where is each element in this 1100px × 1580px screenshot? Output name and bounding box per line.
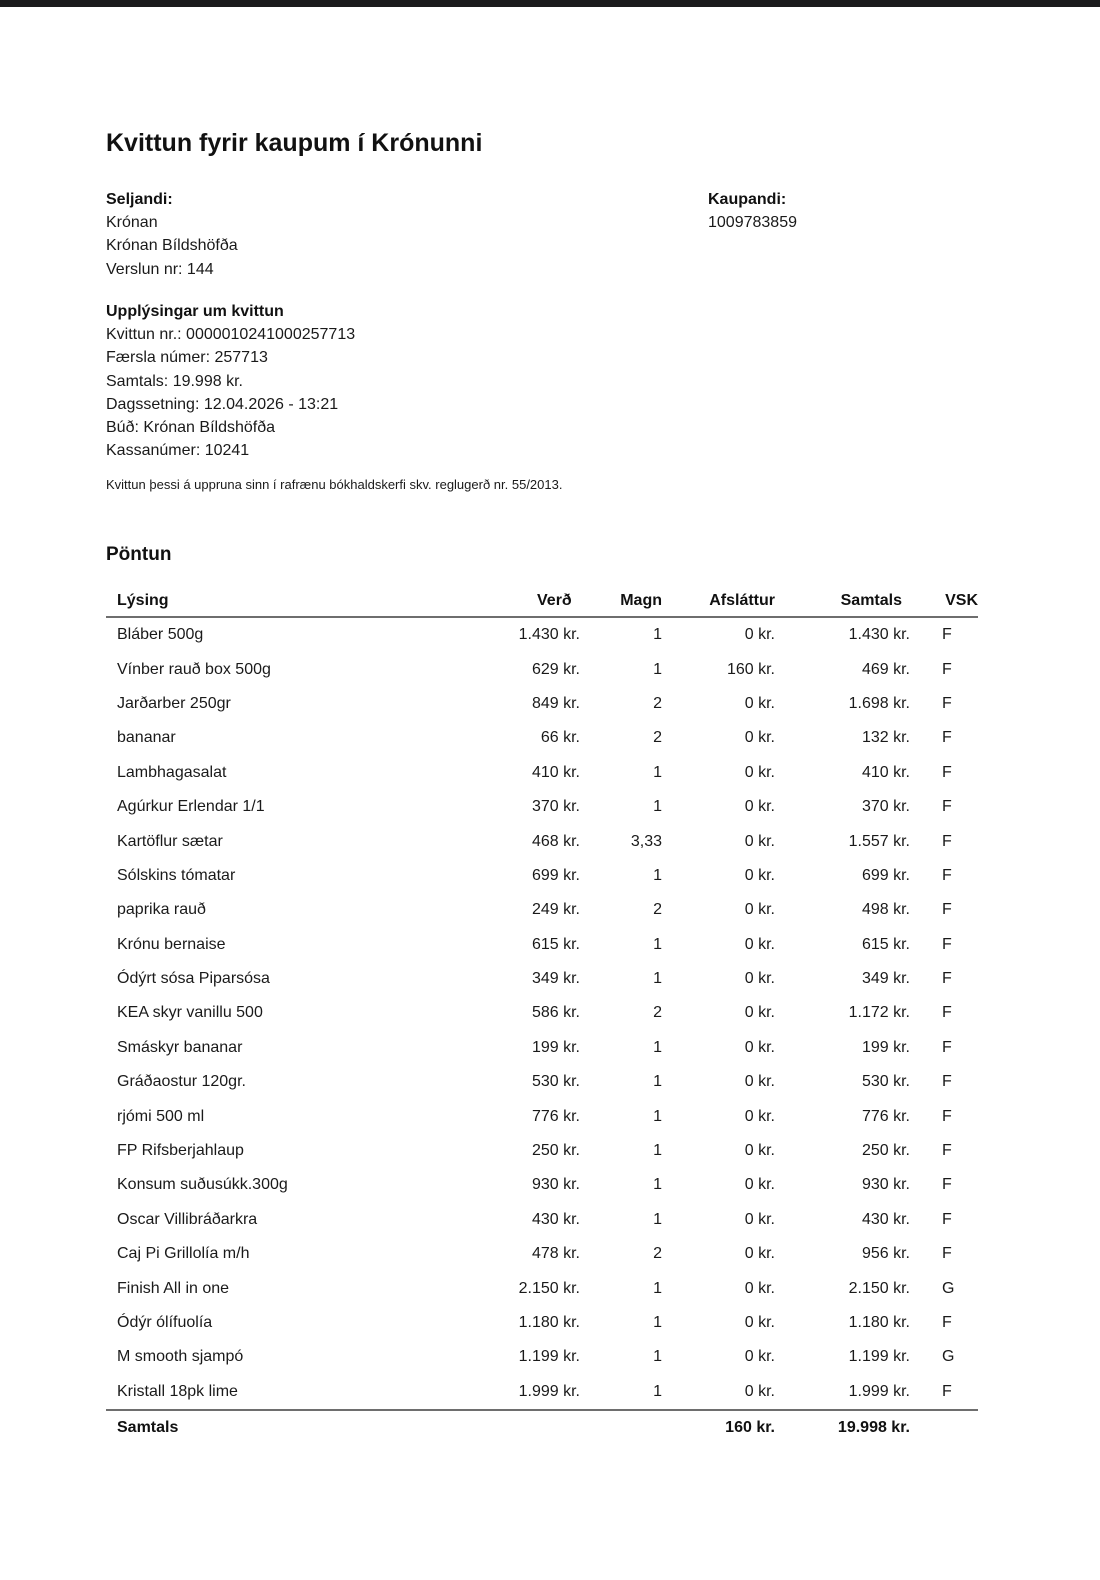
table-row (106, 1065, 978, 1099)
table-header-row (106, 586, 978, 617)
item-vat: F (942, 832, 952, 850)
item-discount: 0 kr. (744, 763, 775, 781)
item-quantity: 1 (653, 763, 662, 781)
table-row (106, 1237, 978, 1271)
item-discount: 0 kr. (744, 1279, 775, 1297)
buyer-block (708, 188, 797, 234)
table-row (106, 1203, 978, 1237)
item-vat: F (942, 1142, 952, 1160)
item-total: 199 kr. (861, 1038, 910, 1056)
item-price: 468 kr. (531, 832, 580, 850)
item-vat: F (942, 798, 952, 816)
item-total: 430 kr. (861, 1210, 910, 1228)
table-row (106, 1168, 978, 1202)
item-vat: F (942, 1382, 952, 1400)
item-description: paprika rauð (117, 901, 206, 919)
table-row (106, 756, 978, 790)
item-quantity: 1 (653, 1073, 662, 1091)
column-header-quantity: Magn (580, 586, 662, 617)
item-price: 586 kr. (531, 1004, 580, 1022)
item-total: 776 kr. (861, 1107, 910, 1125)
buyer-id: 1009783859 (708, 214, 797, 232)
seller-heading: Seljandi: (106, 191, 173, 208)
item-discount: 0 kr. (744, 1210, 775, 1228)
table-row (106, 1134, 978, 1168)
table-row (106, 1031, 978, 1065)
item-quantity: 2 (653, 901, 662, 919)
total-quantity-empty (580, 1410, 662, 1445)
seller-store-number: Verslun nr: 144 (106, 260, 214, 278)
item-price: 776 kr. (531, 1107, 580, 1125)
item-vat: F (942, 866, 952, 884)
table-row (106, 824, 978, 858)
column-header-discount: Afsláttur (662, 586, 775, 617)
item-price: 199 kr. (531, 1038, 580, 1056)
transaction-number: Færsla númer: 257713 (106, 349, 268, 367)
item-discount: 0 kr. (744, 1382, 775, 1400)
item-vat: F (942, 1314, 952, 1331)
item-vat: F (942, 729, 952, 747)
item-quantity: 2 (653, 1004, 662, 1022)
receipt-number: Kvittun nr.: 0000010241000257713 (106, 326, 356, 344)
order-heading: Pöntun (106, 544, 172, 565)
item-price: 615 kr. (531, 935, 580, 953)
table-row (106, 893, 978, 927)
table-row (106, 1099, 978, 1133)
item-vat: F (942, 1176, 952, 1194)
item-discount: 0 kr. (744, 832, 775, 850)
item-description: Jarðarber 250gr (117, 694, 231, 712)
item-quantity: 1 (653, 1107, 662, 1125)
item-price: 530 kr. (531, 1073, 580, 1091)
item-description: Vínber rauð box 500g (117, 660, 271, 678)
item-total: 469 kr. (861, 660, 910, 678)
item-price: 1.999 kr. (518, 1382, 580, 1400)
item-price: 1.199 kr. (518, 1348, 580, 1366)
item-price: 930 kr. (531, 1176, 580, 1194)
item-description: Sólskins tómatar (117, 866, 236, 884)
table-row (106, 652, 978, 686)
page-title: Kvittun fyrir kaupum í Krónunni (106, 129, 483, 157)
item-discount: 0 kr. (744, 970, 775, 988)
item-price: 699 kr. (531, 866, 580, 884)
item-discount: 0 kr. (744, 1176, 775, 1194)
item-vat: F (942, 1004, 952, 1022)
item-discount: 0 kr. (744, 1142, 775, 1160)
order-table (106, 586, 978, 1445)
item-quantity: 1 (653, 970, 662, 988)
item-description: Ódýr ólífuolía (117, 1314, 213, 1331)
item-total: 1.172 kr. (848, 1004, 910, 1022)
item-total: 132 kr. (861, 729, 910, 747)
table-row (106, 928, 978, 962)
item-price: 410 kr. (531, 763, 580, 781)
item-quantity: 1 (653, 798, 662, 816)
column-header-vat: VSK (910, 586, 978, 617)
item-discount: 0 kr. (744, 729, 775, 747)
item-total: 250 kr. (861, 1142, 910, 1160)
item-price: 1.430 kr. (518, 626, 580, 644)
item-total: 1.199 kr. (848, 1348, 910, 1366)
item-vat: F (942, 626, 952, 644)
item-quantity: 1 (653, 1210, 662, 1228)
table-row (106, 721, 978, 755)
grand-total: 19.998 kr. (775, 1410, 910, 1445)
item-quantity: 1 (653, 1382, 662, 1400)
table-row (106, 1375, 978, 1410)
item-total: 370 kr. (861, 798, 910, 816)
item-price: 430 kr. (531, 1210, 580, 1228)
item-description: Lambhagasalat (117, 763, 227, 781)
item-quantity: 1 (653, 1279, 662, 1297)
legal-note: Kvittun þessi á uppruna sinn í rafrænu bókhaldskerfi skv. reglugerð nr. 55/2013. (106, 477, 563, 492)
receipt-info-block (106, 300, 355, 462)
table-row (106, 617, 978, 652)
item-vat: F (942, 1245, 952, 1263)
item-discount: 0 kr. (744, 1004, 775, 1022)
item-discount: 0 kr. (744, 1348, 775, 1366)
seller-name: Krónan (106, 214, 158, 232)
item-vat: F (942, 935, 952, 953)
item-quantity: 1 (653, 935, 662, 953)
item-discount: 0 kr. (744, 1038, 775, 1056)
item-price: 849 kr. (531, 694, 580, 712)
item-description: Kartöflur sætar (117, 832, 223, 850)
item-quantity: 1 (653, 1314, 662, 1331)
item-quantity: 2 (653, 694, 662, 712)
seller-block (106, 188, 238, 281)
item-vat: G (942, 1348, 955, 1366)
item-discount: 0 kr. (744, 798, 775, 816)
table-row (106, 1271, 978, 1305)
seller-store: Krónan Bíldshöfða (106, 237, 238, 255)
item-description: Krónu bernaise (117, 935, 226, 953)
item-description: Konsum suðusúkk.300g (117, 1176, 288, 1194)
item-vat: F (942, 660, 952, 678)
total-discount: 160 kr. (662, 1410, 775, 1445)
item-vat: F (942, 1038, 952, 1056)
item-discount: 0 kr. (744, 866, 775, 884)
column-header-description: Lýsing (106, 586, 476, 617)
item-vat: F (942, 1073, 952, 1091)
item-discount: 0 kr. (744, 1245, 775, 1263)
item-total: 349 kr. (861, 970, 910, 988)
total-price-empty (476, 1410, 580, 1445)
item-description: Caj Pi Grillolía m/h (117, 1245, 250, 1263)
item-price: 2.150 kr. (518, 1279, 580, 1297)
item-description: bananar (117, 729, 176, 747)
item-quantity: 1 (653, 1038, 662, 1056)
item-discount: 0 kr. (744, 1314, 775, 1331)
item-total: 1.557 kr. (848, 832, 910, 850)
item-description: FP Rifsberjahlaup (117, 1142, 244, 1160)
item-description: Bláber 500g (117, 626, 204, 644)
item-quantity: 1 (653, 1176, 662, 1194)
item-price: 249 kr. (531, 901, 580, 919)
item-quantity: 2 (653, 729, 662, 747)
item-total: 498 kr. (861, 901, 910, 919)
register-number: Kassanúmer: 10241 (106, 442, 250, 460)
item-discount: 0 kr. (744, 901, 775, 919)
item-quantity: 1 (653, 866, 662, 884)
item-discount: 0 kr. (744, 1073, 775, 1091)
item-description: Oscar Villibráðarkra (117, 1210, 258, 1228)
column-header-price: Verð (476, 586, 580, 617)
item-discount: 0 kr. (744, 626, 775, 644)
item-discount: 0 kr. (744, 694, 775, 712)
item-price: 629 kr. (531, 660, 580, 678)
item-total: 930 kr. (861, 1176, 910, 1194)
item-description: Finish All in one (117, 1279, 230, 1297)
buyer-heading: Kaupandi: (708, 191, 787, 208)
item-quantity: 1 (653, 660, 662, 678)
item-total: 1.430 kr. (848, 626, 910, 644)
item-total: 956 kr. (861, 1245, 910, 1263)
item-description: Smáskyr bananar (117, 1038, 243, 1056)
total-vat-empty (910, 1410, 978, 1445)
window-top-bar (0, 0, 1100, 7)
item-price: 250 kr. (531, 1142, 580, 1160)
receipt-info-heading: Upplýsingar um kvittun (106, 303, 284, 320)
item-description: KEA skyr vanillu 500 (117, 1004, 263, 1022)
item-price: 66 kr. (540, 729, 580, 747)
item-total: 1.180 kr. (848, 1314, 910, 1331)
item-vat: F (942, 1210, 952, 1228)
item-total: 1.698 kr. (848, 694, 910, 712)
item-price: 1.180 kr. (518, 1314, 580, 1331)
item-description: rjómi 500 ml (117, 1107, 205, 1125)
table-row (106, 859, 978, 893)
column-header-total: Samtals (775, 586, 910, 617)
item-total: 530 kr. (861, 1073, 910, 1091)
item-vat: G (942, 1279, 955, 1297)
item-price: 349 kr. (531, 970, 580, 988)
item-description: Kristall 18pk lime (117, 1382, 238, 1400)
item-total: 2.150 kr. (848, 1279, 910, 1297)
table-row (106, 790, 978, 824)
item-vat: F (942, 901, 952, 919)
item-total: 615 kr. (861, 935, 910, 953)
item-description: Gráðaostur 120gr. (117, 1073, 246, 1091)
item-total: 410 kr. (861, 763, 910, 781)
table-row (106, 1306, 978, 1340)
item-description: Agúrkur Erlendar 1/1 (117, 798, 265, 816)
item-discount: 160 kr. (726, 660, 775, 678)
item-quantity: 2 (653, 1245, 662, 1263)
table-row (106, 687, 978, 721)
item-total: 1.999 kr. (848, 1382, 910, 1400)
receipt-date: Dagssetning: 12.04.2026 - 13:21 (106, 395, 339, 413)
item-price: 478 kr. (531, 1245, 580, 1263)
item-quantity: 3,33 (630, 832, 662, 850)
table-total-row (106, 1410, 978, 1445)
receipt-store: Búð: Krónan Bíldshöfða (106, 419, 276, 437)
item-discount: 0 kr. (744, 1107, 775, 1125)
item-description: M smooth sjampó (117, 1348, 244, 1366)
item-description: Ódýrt sósa Piparsósa (117, 970, 270, 988)
table-row (106, 962, 978, 996)
item-price: 370 kr. (531, 798, 580, 816)
item-quantity: 1 (653, 626, 662, 644)
item-quantity: 1 (653, 1348, 662, 1366)
receipt-total: Samtals: 19.998 kr. (106, 372, 243, 390)
item-vat: F (942, 694, 952, 712)
item-discount: 0 kr. (744, 935, 775, 953)
item-vat: F (942, 970, 952, 988)
total-label: Samtals (106, 1410, 476, 1445)
item-quantity: 1 (653, 1142, 662, 1160)
item-vat: F (942, 763, 952, 781)
table-row (106, 1340, 978, 1374)
item-total: 699 kr. (861, 866, 910, 884)
item-vat: F (942, 1107, 952, 1125)
table-row (106, 996, 978, 1030)
